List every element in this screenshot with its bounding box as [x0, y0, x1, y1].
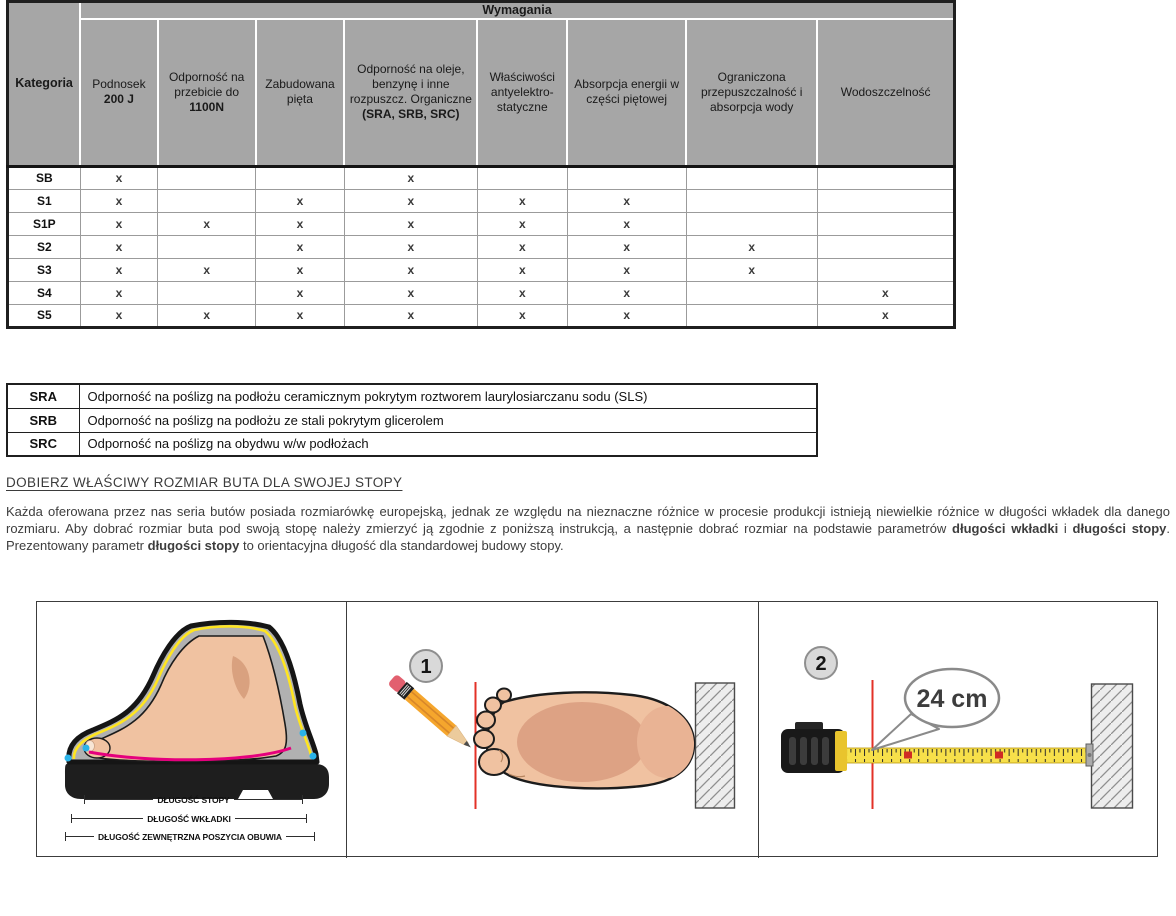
- mark-cell: x: [686, 235, 817, 258]
- mark-cell: x: [344, 281, 477, 304]
- measure-dot: [300, 730, 307, 737]
- measurement-figure: [36, 601, 1158, 857]
- mark-cell: [686, 166, 817, 189]
- mark-cell: [686, 304, 817, 327]
- measure-dot: [310, 753, 317, 760]
- slip-description-cell: Odporność na poślizg na podłożu ze stali pokrytym glicerolem: [79, 408, 817, 432]
- mark-cell: x: [344, 189, 477, 212]
- tape-measure-case: [781, 722, 847, 773]
- mark-cell: [686, 189, 817, 212]
- category-cell: S3: [8, 258, 81, 281]
- mark-cell: x: [256, 235, 345, 258]
- mark-cell: x: [817, 304, 954, 327]
- requirement-column-header-3: Odporność na oleje, benzynę i inne rozpuszcz. Organiczne (SRA, SRB, SRC): [344, 19, 477, 166]
- toe: [477, 712, 495, 729]
- mark-cell: [817, 189, 954, 212]
- slip-code-cell: SRB: [7, 408, 79, 432]
- mark-cell: [817, 258, 954, 281]
- tape-20cm-mark: [904, 752, 912, 759]
- mark-cell: x: [158, 212, 256, 235]
- foot-tracing-illustration: [347, 602, 758, 858]
- slip-row-SRB: [7, 408, 817, 432]
- wall-hatch: [1092, 684, 1133, 808]
- mark-cell: x: [344, 166, 477, 189]
- tape-measure-illustration: [759, 602, 1159, 858]
- category-cell: SB: [8, 166, 81, 189]
- mark-cell: [158, 235, 256, 258]
- group-header-row: [8, 2, 955, 20]
- mark-cell: x: [256, 304, 345, 327]
- mark-cell: x: [256, 258, 345, 281]
- mark-cell: x: [344, 235, 477, 258]
- mark-cell: x: [80, 212, 158, 235]
- mark-cell: [158, 281, 256, 304]
- mark-cell: x: [344, 258, 477, 281]
- requirements-row-S1: [8, 189, 955, 212]
- mark-cell: x: [477, 304, 567, 327]
- slip-resistance-table: [6, 383, 818, 457]
- mark-cell: x: [477, 258, 567, 281]
- size-guide-paragraph: Każda oferowana przez nas seria butów posiada rozmiarówkę europejską, jednak ze względu na nieznaczne różnice w procesie produkcji istnieją niewielkie różnice w długości wkładek dla danego rozmiaru. Aby dobrać rozmiar buta pod swoją stopę należy zmierzyć ją zgodnie z poniższą instrukcją, a następnie dobrać rozmiar na podstawie parametrów długości wkładki i długości stopy. Prezentowany parametr długości stopy to orientacyjna długość dla standardowej budowy stopy.: [6, 504, 1170, 553]
- mark-cell: x: [158, 304, 256, 327]
- requirement-column-header-4: Właściwości antyelektro-statyczne: [477, 19, 567, 166]
- mark-cell: [817, 166, 954, 189]
- mark-cell: [256, 166, 345, 189]
- mark-cell: [158, 166, 256, 189]
- requirements-row-S2: [8, 235, 955, 258]
- tape-10cm-mark: [995, 752, 1003, 759]
- boot-diagram-panel: [37, 602, 346, 858]
- requirements-group-header: Wymagania: [80, 2, 954, 20]
- requirement-column-header-2: Zabudowana pięta: [256, 19, 345, 166]
- foot-inside-boot: [93, 636, 286, 762]
- speech-bubble: [872, 669, 999, 750]
- requirement-column-header-1: Odporność na przebicie do 1100N: [158, 19, 256, 166]
- toe: [497, 689, 511, 702]
- measure-dot: [83, 745, 90, 752]
- measure-dot: [65, 755, 72, 762]
- category-cell: S1: [8, 189, 81, 212]
- mark-cell: x: [80, 304, 158, 327]
- mark-cell: x: [344, 304, 477, 327]
- tape-graduations: [847, 748, 1090, 763]
- outer-length-dimension: [65, 831, 315, 842]
- slip-code-cell: SRC: [7, 432, 79, 456]
- mark-cell: [817, 235, 954, 258]
- mark-cell: [686, 281, 817, 304]
- slip-table-body: [7, 384, 817, 456]
- category-cell: S4: [8, 281, 81, 304]
- mark-cell: x: [344, 212, 477, 235]
- foot-tracing-panel: [347, 602, 758, 858]
- wall-hatch: [696, 683, 735, 808]
- mark-cell: x: [256, 189, 345, 212]
- mark-cell: x: [80, 166, 158, 189]
- requirement-column-header-6: Ograniczona przepuszczalność i absorpcja wody: [686, 19, 817, 166]
- requirements-table-body: [8, 166, 955, 327]
- mark-cell: [686, 212, 817, 235]
- requirement-column-header-5: Absorpcja energii w części piętowej: [567, 19, 686, 166]
- mark-cell: [817, 212, 954, 235]
- mark-cell: x: [158, 258, 256, 281]
- slip-row-SRA: [7, 384, 817, 408]
- requirement-column-header-7: Wodoszczelność: [817, 19, 954, 166]
- requirements-row-S4: [8, 281, 955, 304]
- category-cell: S1P: [8, 212, 81, 235]
- slip-description-cell: Odporność na poślizg na obydwu w/w podłożach: [79, 432, 817, 456]
- pencil-icon: [387, 673, 476, 753]
- category-cell: S2: [8, 235, 81, 258]
- requirements-row-SB: [8, 166, 955, 189]
- requirement-column-header-0: Podnosek 200 J: [80, 19, 158, 166]
- requirements-row-S1P: [8, 212, 955, 235]
- category-column-header: Kategoria: [8, 2, 81, 167]
- foot-length-dimension: [84, 794, 303, 805]
- mark-cell: x: [567, 189, 686, 212]
- mark-cell: x: [567, 258, 686, 281]
- mark-cell: x: [477, 189, 567, 212]
- mark-cell: x: [567, 212, 686, 235]
- requirements-table: [6, 0, 956, 329]
- tape-measure-panel: [759, 602, 1159, 858]
- mark-cell: x: [80, 189, 158, 212]
- mark-cell: x: [477, 281, 567, 304]
- requirements-row-S5: [8, 304, 955, 327]
- category-cell: S5: [8, 304, 81, 327]
- insole-length-label: DŁUGOŚĆ WKŁADKI: [147, 813, 231, 824]
- size-guide-heading: DOBIERZ WŁAŚCIWY ROZMIAR BUTA DLA SWOJEJ STOPY: [6, 475, 403, 490]
- mark-cell: x: [80, 281, 158, 304]
- mark-cell: x: [567, 304, 686, 327]
- mark-cell: x: [817, 281, 954, 304]
- step-1-number: 1: [420, 656, 432, 678]
- mark-cell: [567, 166, 686, 189]
- column-header-row: [8, 19, 955, 166]
- outer-length-label: DŁUGOŚĆ ZEWNĘTRZNA POSZYCIA OBUWIA: [98, 831, 282, 842]
- mark-cell: x: [80, 235, 158, 258]
- mark-cell: x: [567, 235, 686, 258]
- toe: [479, 749, 509, 775]
- mark-cell: x: [80, 258, 158, 281]
- step-2-number: 2: [815, 653, 827, 675]
- hook-rivet: [1088, 753, 1092, 757]
- slip-code-cell: SRA: [7, 384, 79, 408]
- mark-cell: x: [477, 212, 567, 235]
- mark-cell: x: [477, 235, 567, 258]
- insole-length-dimension: [71, 813, 307, 824]
- mark-cell: [477, 166, 567, 189]
- mark-cell: x: [567, 281, 686, 304]
- foot-sole-shading: [517, 702, 697, 782]
- slip-description-cell: Odporność na poślizg na podłożu ceramicznym pokrytym roztworem laurylosiarczanu sodu (SLS): [79, 384, 817, 408]
- slip-row-SRC: [7, 432, 817, 456]
- toe: [474, 730, 494, 748]
- foot-length-label: DŁUGOŚĆ STOPY: [157, 794, 230, 805]
- mark-cell: x: [256, 281, 345, 304]
- measurement-value: 24 cm: [916, 685, 988, 713]
- mark-cell: x: [686, 258, 817, 281]
- mark-cell: x: [256, 212, 345, 235]
- requirements-row-S3: [8, 258, 955, 281]
- mark-cell: [158, 189, 256, 212]
